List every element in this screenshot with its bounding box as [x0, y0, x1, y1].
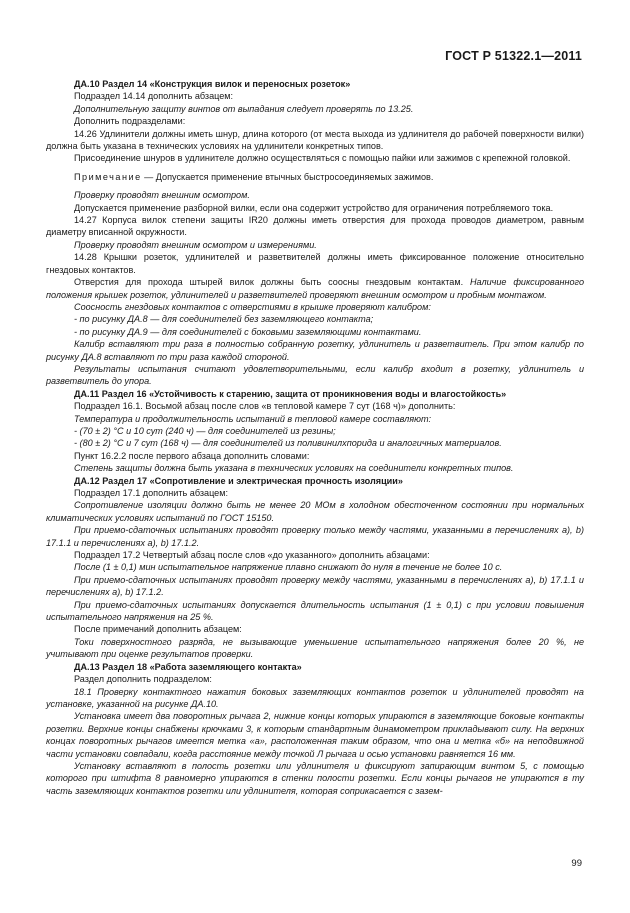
- paragraph: Результаты испытания считают удовлетворительными, если калибр входит в розетку, удлинитель и разветвитель до упора.: [46, 363, 584, 387]
- document-body: [46, 78, 584, 797]
- list-item: - (70 ± 2) °С и 10 сут (240 ч) — для соединителей из резины;: [74, 425, 336, 436]
- paragraph: Подраздел 17.2 Четвертый абзац после слов «до указанного» дополнить абзацами:: [74, 550, 430, 561]
- paragraph: При приемо-сдаточных испытаниях проводят проверку между частями, указанными в перечислениях a), b) 17.1.1 и перечислениях a), b) 17.1.2.: [46, 574, 584, 598]
- paragraph: Дополнить подразделами:: [74, 116, 186, 127]
- section-heading-da12: ДА.12 Раздел 17 «Сопротивление и электрическая прочность изоляции»: [74, 475, 403, 486]
- paragraph: Токи поверхностного разряда, не вызывающие уменьшение испытательного напряжения более 20 %, не учитывают при оценке результатов проверки.: [46, 636, 584, 660]
- section-heading-da10: ДА.10 Раздел 14 «Конструкция вилок и переносных розеток»: [74, 79, 351, 89]
- paragraph: 14.26 Удлинители должны иметь шнур, длина которого (от места выхода из удлинителя до рабочей поверхности вилки) должна быть указана в технических условиях на удлинители конкретных типов.: [46, 128, 584, 152]
- paragraph: Присоединение шнуров в удлинителе должно осуществляться с помощью пайки или зажимов с крепежной головкой.: [74, 153, 571, 164]
- section-heading-da11: ДА.11 Раздел 16 «Устойчивость к старению, защита от проникновения воды и влагостойкость»: [74, 388, 507, 399]
- paragraph: Степень защиты должна быть указана в технических условиях на соединители конкретных типов.: [74, 463, 514, 474]
- paragraph: Сопротивление изоляции должно быть не менее 20 МОм в холодном обесточенном состоянии при нормальных климатических условиях испытаний по ГОСТ 15150.: [46, 500, 584, 523]
- paragraph: Соосность гнездовых контактов с отверстиями в крышке проверяют калибром:: [74, 301, 431, 312]
- paragraph: Дополнительную защиту винтов от выпадания следует проверять по 13.25.: [74, 103, 414, 114]
- paragraph: Установка имеет два поворотных рычага 2, нижние концы которых упираются в заземляющие боковые контакты розетки. Верхние концы снабжены крючками 3, к которым стандартным динамометром прикладывают силу. На верхних концах поворотных рычагов имеется метка «а», расположенная таким образом, что она и метка «б» на неподвижной части установки совпадали, когда расстояние между точкой Л рычага и осью установки равняется 16 мм.: [46, 711, 584, 759]
- paragraph: Подраздел 14.14 дополнить абзацем:: [74, 91, 234, 102]
- paragraph: 18.1 Проверку контактного нажатия боковых заземляющих контактов розеток и удлинителей проводят на установке, указанной на рисунке ДА.10.: [46, 686, 584, 709]
- paragraph: Калибр вставляют три раза в полностью собранную розетку, удлинитель и разветвитель. При этом калибр по рисунку ДА.8 вставляют по три раза каждой стороной.: [46, 339, 584, 362]
- paragraph: После (1 ± 0,1) мин испытательное напряжение плавно снижают до нуля в течение не более 10 с.: [74, 562, 503, 573]
- note-text: — Допускается применение втычных быстросоединяемых зажимов.: [141, 171, 434, 182]
- paragraph-italic-text: Наличие фиксированного положения крышек розеток, удлинителей и разветвителей проверяют внешним осмотром и пробным монтажом.: [46, 277, 585, 300]
- list-item: - по рисунку ДА.8 — для соединителей без заземляющего контакта;: [74, 314, 374, 325]
- list-item: - по рисунку ДА.9 — для соединителей с боковыми заземляющими контактами.: [74, 326, 422, 337]
- paragraph: Подраздел 16.1. Восьмой абзац после слов «в тепловой камере 7 сут (168 ч)» дополнить:: [74, 401, 456, 412]
- paragraph: [46, 276, 584, 301]
- paragraph-text: Отверстия для прохода штырей вилок должны быть соосны гнездовым контактам.: [74, 277, 470, 288]
- standard-header: ГОСТ Р 51322.1—2011: [445, 49, 582, 63]
- page-number: 99: [571, 858, 582, 869]
- paragraph: 14.27 Корпуса вилок степени защиты IR20 должны иметь отверстия для прохода проводов диаметром, равным диаметру вписанной окружности.: [46, 215, 584, 238]
- paragraph: Подраздел 17.1 дополнить абзацем:: [74, 488, 229, 498]
- paragraph: Проверку проводят внешним осмотром.: [74, 190, 250, 201]
- paragraph: При приемо-сдаточных испытаниях допускается длительность испытания (1 ± 0,1) с при условии повышения испытательного напряжения на 25 %.: [46, 599, 584, 623]
- paragraph: Установку вставляют в полость розетки или удлинителя и фиксируют запирающим винтом 5, с помощью которого при штифта 8 равномерно упираются в стенки полости розетки. Если концы рычагов не упираются в ту часть заземляющих контактов розетки или удлинителя, которая соприкасается с зазем-: [46, 760, 584, 796]
- paragraph: После примечаний дополнить абзацем:: [74, 624, 242, 635]
- paragraph: Допускается применение разборной вилки, если она содержит устройство для ограничения потребляемого тока.: [74, 202, 554, 213]
- list-item: - (80 ± 2) °С и 7 сут (168 ч) — для соединителей из поливинилхпорида и аналогичных материалов.: [74, 438, 502, 449]
- note-label: Примечание: [74, 171, 142, 182]
- paragraph: При приемо-сдаточных испытаниях проводят проверку только между частями, указанными в перечислениях a), b) 17.1.1 и перечислениях a), b) 17.1.2.: [46, 525, 584, 548]
- note-paragraph: [46, 171, 584, 183]
- section-heading-da13: ДА.13 Раздел 18 «Работа заземляющего контакта»: [74, 661, 302, 672]
- paragraph: Температура и продолжительность испытаний в тепловой камере составляют:: [74, 413, 432, 424]
- paragraph: 14.28 Крышки розеток, удлинителей и разветвителей должны иметь фиксированное положение относительно гнездовых контактов.: [46, 252, 584, 275]
- paragraph: Раздел дополнить подразделом:: [74, 674, 212, 685]
- paragraph: Проверку проводят внешним осмотром и измерениями.: [74, 239, 317, 250]
- paragraph: Пункт 16.2.2 после первого абзаца дополнить словами:: [74, 450, 310, 461]
